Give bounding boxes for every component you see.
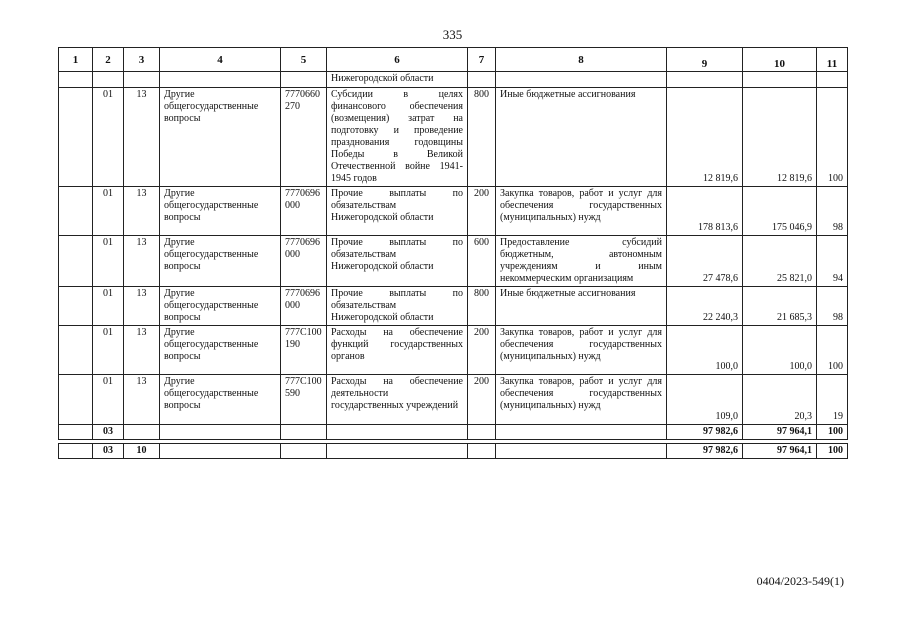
target-article-name: Расходы на обеспечение деятельности государственных учреждений bbox=[327, 375, 468, 425]
executed-amount: 97 964,1 bbox=[743, 425, 817, 440]
expense-type-code: 800 bbox=[468, 88, 496, 187]
executed-amount: 12 819,6 bbox=[743, 88, 817, 187]
expense-type-name: Закупка товаров, работ и услуг для обеспечения государственных (муниципальных) нужд bbox=[496, 187, 667, 236]
document-code: 0404/2023-549(1) bbox=[756, 574, 844, 588]
execution-percent: 100 bbox=[817, 444, 848, 459]
subsection-name: Другие общегосударственные вопросы bbox=[160, 375, 281, 425]
target-article-name: Прочие выплаты по обязательствам Нижегородской области bbox=[327, 236, 468, 287]
header-row bbox=[59, 48, 848, 72]
execution-percent: 19 bbox=[817, 375, 848, 425]
section-code: 03 bbox=[93, 444, 124, 459]
expense-type-code: 200 bbox=[468, 187, 496, 236]
subsection-code: 13 bbox=[124, 187, 160, 236]
expense-type-name: Закупка товаров, работ и услуг для обеспечения государственных (муниципальных) нужд bbox=[496, 375, 667, 425]
table-row bbox=[59, 88, 848, 187]
budget-table bbox=[58, 47, 848, 459]
expense-type-name: Закупка товаров, работ и услуг для обеспечения государственных (муниципальных) нужд bbox=[496, 326, 667, 375]
target-article-code: 7770660270 bbox=[281, 88, 327, 187]
table-row bbox=[59, 375, 848, 425]
target-article-name: Расходы на обеспечение функций государственных органов bbox=[327, 326, 468, 375]
subtotal-row-section-0310 bbox=[59, 444, 848, 459]
section-code: 01 bbox=[93, 236, 124, 287]
subsection-code: 13 bbox=[124, 287, 160, 326]
planned-amount: 97 982,6 bbox=[667, 425, 743, 440]
executed-amount: 21 685,3 bbox=[743, 287, 817, 326]
execution-percent: 98 bbox=[817, 187, 848, 236]
table-row bbox=[59, 236, 848, 287]
section-code: 01 bbox=[93, 375, 124, 425]
expense-type-code: 200 bbox=[468, 326, 496, 375]
subsection-code: 10 bbox=[124, 444, 160, 459]
target-article-code: 7770696000 bbox=[281, 187, 327, 236]
header-col-1: 1 bbox=[59, 48, 93, 72]
subsection-name: Другие общегосударственные вопросы bbox=[160, 287, 281, 326]
target-article-code: 7770696000 bbox=[281, 287, 327, 326]
header-col-6: 6 bbox=[327, 48, 468, 72]
subsection-code: 13 bbox=[124, 375, 160, 425]
target-article-name: Прочие выплаты по обязательствам Нижегородской области bbox=[327, 287, 468, 326]
planned-amount: 100,0 bbox=[667, 326, 743, 375]
header-col-3: 3 bbox=[124, 48, 160, 72]
subtotal-row-section-03 bbox=[59, 425, 848, 440]
execution-percent: 94 bbox=[817, 236, 848, 287]
executed-amount: 97 964,1 bbox=[743, 444, 817, 459]
expense-type-code: 600 bbox=[468, 236, 496, 287]
header-col-9: 9 bbox=[667, 48, 743, 72]
execution-percent: 100 bbox=[817, 88, 848, 187]
page-number: 335 bbox=[442, 27, 463, 42]
expense-type-name: Иные бюджетные ассигнования bbox=[496, 88, 667, 187]
target-article-code: 777C100590 bbox=[281, 375, 327, 425]
continuation-row bbox=[59, 72, 848, 88]
section-code: 03 bbox=[93, 425, 124, 440]
executed-amount: 100,0 bbox=[743, 326, 817, 375]
section-code: 01 bbox=[93, 326, 124, 375]
header-col-8: 8 bbox=[496, 48, 667, 72]
planned-amount: 22 240,3 bbox=[667, 287, 743, 326]
header-col-4: 4 bbox=[160, 48, 281, 72]
target-article-name: Прочие выплаты по обязательствам Нижегородской области bbox=[327, 187, 468, 236]
header-col-5: 5 bbox=[281, 48, 327, 72]
continuation-text: Нижегородской области bbox=[327, 72, 468, 88]
section-code: 01 bbox=[93, 287, 124, 326]
target-article-code: 777C100190 bbox=[281, 326, 327, 375]
subsection-code: 13 bbox=[124, 236, 160, 287]
table-row bbox=[59, 187, 848, 236]
section-code: 01 bbox=[93, 88, 124, 187]
planned-amount: 109,0 bbox=[667, 375, 743, 425]
header-col-11: 11 bbox=[817, 48, 848, 72]
target-article-name: Субсидии в целях финансового обеспечения (возмещения) затрат на подготовку и проведение празднования годовщины Победы в Великой Отечественной войне 1941-1945 годов bbox=[327, 88, 468, 187]
planned-amount: 27 478,6 bbox=[667, 236, 743, 287]
subsection-name: Другие общегосударственные вопросы bbox=[160, 236, 281, 287]
executed-amount: 25 821,0 bbox=[743, 236, 817, 287]
planned-amount: 178 813,6 bbox=[667, 187, 743, 236]
planned-amount: 97 982,6 bbox=[667, 444, 743, 459]
table-row bbox=[59, 287, 848, 326]
planned-amount: 12 819,6 bbox=[667, 88, 743, 187]
subsection-code: 13 bbox=[124, 88, 160, 187]
expense-type-name: Предоставление субсидий бюджетным, автономным учреждениям и иным некоммерческим организациям bbox=[496, 236, 667, 287]
header-col-2: 2 bbox=[93, 48, 124, 72]
expense-type-name: Иные бюджетные ассигнования bbox=[496, 287, 667, 326]
header-col-10: 10 bbox=[743, 48, 817, 72]
executed-amount: 20,3 bbox=[743, 375, 817, 425]
subsection-name: Другие общегосударственные вопросы bbox=[160, 88, 281, 187]
execution-percent: 98 bbox=[817, 287, 848, 326]
header-col-7: 7 bbox=[468, 48, 496, 72]
expense-type-code: 800 bbox=[468, 287, 496, 326]
executed-amount: 175 046,9 bbox=[743, 187, 817, 236]
target-article-code: 7770696000 bbox=[281, 236, 327, 287]
subsection-code: 13 bbox=[124, 326, 160, 375]
section-code: 01 bbox=[93, 187, 124, 236]
subsection-name: Другие общегосударственные вопросы bbox=[160, 187, 281, 236]
expense-type-code: 200 bbox=[468, 375, 496, 425]
execution-percent: 100 bbox=[817, 326, 848, 375]
execution-percent: 100 bbox=[817, 425, 848, 440]
table-row bbox=[59, 326, 848, 375]
subsection-name: Другие общегосударственные вопросы bbox=[160, 326, 281, 375]
